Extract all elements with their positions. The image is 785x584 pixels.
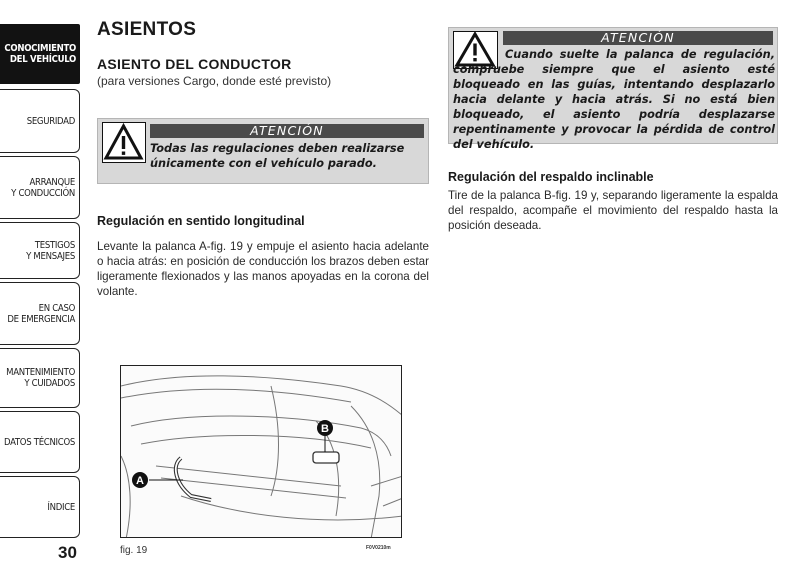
tab-label-line: DEL VEHÍCULO bbox=[9, 54, 76, 65]
warning-text: Cuando suelte la palanca de regulación, compruebe siempre que el asiento esté bloqueado en las guías, intentando desplazarlo hacia delante y hacia atrás. Si no está bien bloqueado, el asiento podría desplazarse repentinamente y provocar la pérdida de control del vehículo. bbox=[453, 48, 775, 151]
tab-label-line: EN CASO bbox=[38, 302, 75, 314]
tab-label-line: ARRANQUE bbox=[29, 176, 75, 188]
tab-conocimiento-del-vehiculo[interactable] bbox=[0, 24, 80, 84]
subsection-title: Regulación en sentido longitudinal bbox=[97, 214, 305, 228]
seat-figure bbox=[120, 365, 402, 538]
tab-label-line: Y CUIDADOS bbox=[24, 378, 75, 389]
figure-code: F0V0210m bbox=[366, 545, 391, 551]
body-text: Levante la palanca A-fig. 19 y empuje el asiento hacia adelante o hacia atrás: en posición de conducción los brazos deben estar ligeramente flexionados y las manos apoyadas en la corona del volante. bbox=[97, 240, 429, 298]
warning-text bbox=[150, 141, 428, 171]
tab-label-line: TESTIGOS bbox=[34, 239, 75, 251]
tab-seguridad[interactable] bbox=[0, 89, 80, 153]
warning-triangle-icon bbox=[102, 122, 146, 163]
tab-label-line: CONOCIMIENTO bbox=[4, 43, 76, 54]
tab-label-line: DATOS TÉCNICOS bbox=[3, 436, 75, 448]
warning-header: ATENCIÓN bbox=[503, 31, 773, 45]
callout-b: B bbox=[321, 423, 329, 435]
body-text: Tire de la palanca B-fig. 19 y, separando ligeramente la espalda del respaldo, acompañe el movimiento del respaldo hasta la posición deseada. bbox=[448, 189, 778, 232]
tab-indice[interactable] bbox=[0, 476, 80, 538]
tab-datos-tecnicos[interactable] bbox=[0, 411, 80, 473]
chapter-tabs bbox=[0, 0, 80, 540]
tab-label-line: Y CONDUCCIÓN bbox=[11, 187, 75, 199]
tab-label-line: MANTENIMIENTO bbox=[6, 367, 75, 378]
section-subtitle: (para versiones Cargo, donde esté previsto) bbox=[97, 74, 332, 88]
figure-caption: fig. 19 bbox=[120, 545, 148, 556]
warning-line: Todas las regulaciones deben realizarse bbox=[150, 142, 405, 155]
tab-arranque-y-conduccion[interactable] bbox=[0, 156, 80, 219]
tab-label-line: DE EMERGENCIA bbox=[7, 313, 75, 325]
warning-line: únicamente con el vehículo parado. bbox=[150, 157, 377, 170]
tab-mantenimiento-y-cuidados[interactable] bbox=[0, 348, 80, 408]
callout-a: A bbox=[136, 475, 144, 487]
warning-header: ATENCIÓN bbox=[150, 124, 424, 138]
warning-box bbox=[97, 118, 429, 184]
tab-label-line: Y MENSAJES bbox=[26, 250, 75, 262]
warning-box-right bbox=[448, 27, 778, 151]
tab-en-caso-de-emergencia[interactable] bbox=[0, 282, 80, 345]
tab-label-line: ÍNDICE bbox=[47, 501, 75, 513]
tab-testigos-y-mensajes[interactable] bbox=[0, 222, 80, 279]
subsection-title: Regulación del respaldo inclinable bbox=[448, 170, 654, 184]
section-title: ASIENTO DEL CONDUCTOR bbox=[97, 56, 292, 72]
page-number: 30 bbox=[58, 543, 77, 562]
lever-b-shape bbox=[313, 452, 339, 463]
tab-label-line: SEGURIDAD bbox=[26, 115, 75, 127]
seat-illustration bbox=[121, 366, 402, 538]
page-title: ASIENTOS bbox=[97, 19, 197, 40]
